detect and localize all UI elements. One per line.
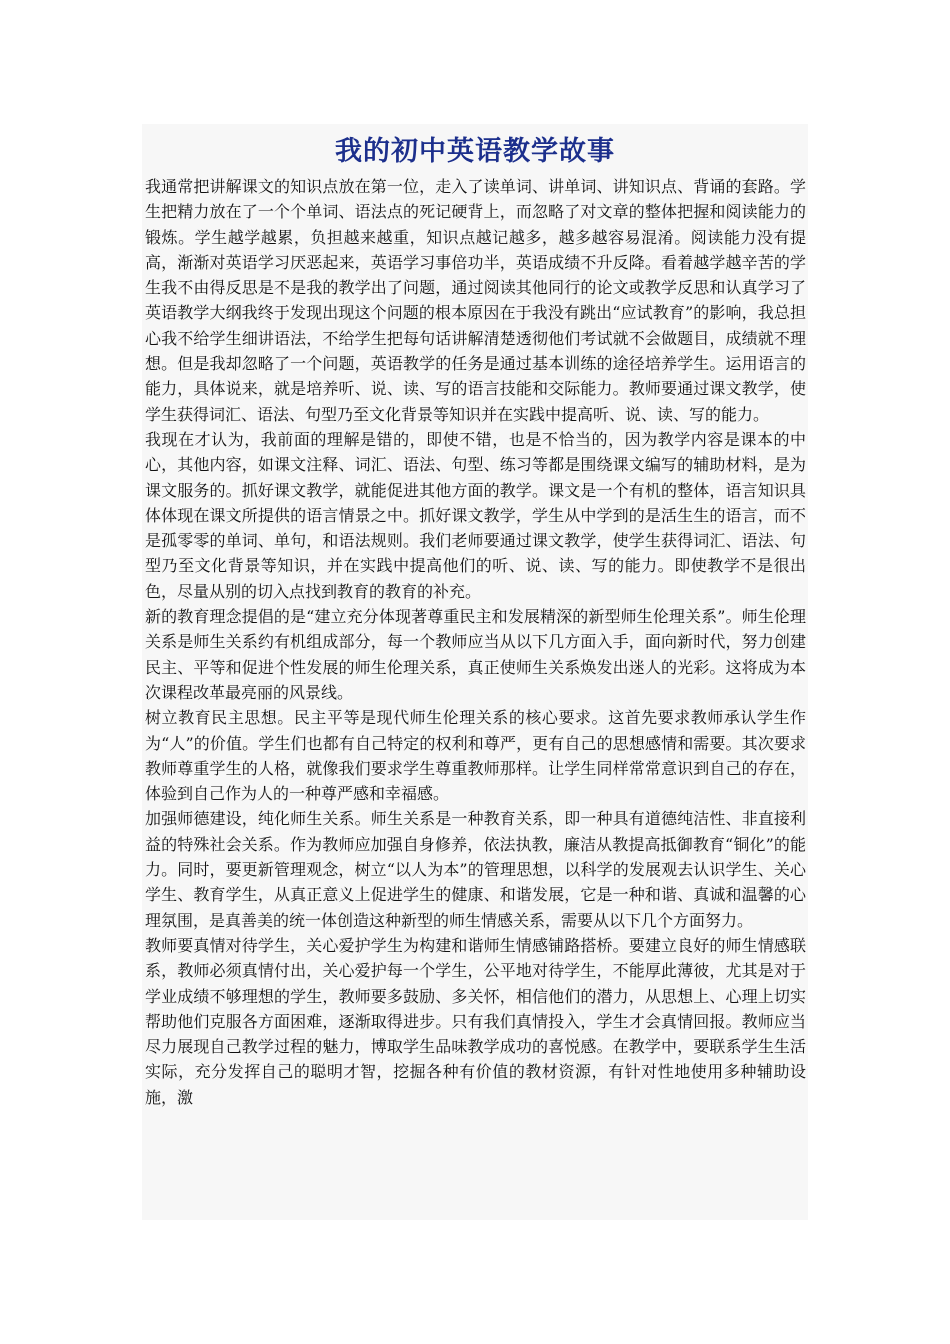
paragraph-5: 加强师德建设，纯化师生关系。师生关系是一种教育关系，即一种具有道德纯洁性、非直接利益的特殊社会关系。作为教师应加强自身修养，依法执教，廉洁从教提高抵御教育“铜化”的能力。同时，要更新管理观念，树立“以人为本”的管理思想，以科学的发展观去认识学生、关心学生、教育学生，从真正意义上促进学生的健康、和谐发展，它是一种和谐、真诚和温馨的心理氛围，是真善美的统一体创造这种新型的师生情感关系，需要从以下几个方面努力。 (145, 809, 806, 930)
document-page (142, 124, 808, 1220)
paragraph-4: 树立教育民主思想。民主平等是现代师生伦理关系的核心要求。这首先要求教师承认学生作为“人”的价值。学生们也都有自己特定的权利和尊严，更有自己的思想感情和需要。其次要求教师尊重学生的人格，就像我们要求学生尊重教师那样。让学生同样常常意识到自己的存在，体验到自己作为人的一种尊严感和幸福感。 (145, 708, 806, 804)
paragraph-3: 新的教育理念提倡的是“建立充分体现著尊重民主和发展精深的新型师生伦理关系”。师生伦理关系是师生关系约有机组成部分，每一个教师应当从以下几方面入手，面向新时代，努力创建民主、平等和促进个性发展的师生伦理关系，真正使师生关系焕发出迷人的光彩。这将成为本次课程改革最亮丽的风景线。 (145, 607, 806, 702)
paragraph-6: 教师要真情对待学生，关心爱护学生为构建和谐师生情感铺路搭桥。要建立良好的师生情感联系，教师必须真情付出，关心爱护每一个学生，公平地对待学生，不能厚此薄彼，尤其是对于学业成绩不够理想的学生，教师要多鼓励、多关怀，相信他们的潜力，从思想上、心理上切实帮助他们克服各方面困难，逐渐取得进步。只有我们真情投入，学生才会真情回报。教师应当尽力展现自己教学过程的魅力，博取学生品味教学成功的喜悦感。在教学中，要联系学生生活实际，充分发挥自己的聪明才智，挖掘各种有价值的教材资源，有针对性地使用多种辅助设施，激 (145, 935, 806, 1107)
document-title: 我的初中英语教学故事 (335, 136, 615, 167)
paragraph-1: 我通常把讲解课文的知识点放在第一位，走入了读单词、讲单词、讲知识点、背诵的套路。学生把精力放在了一个个单词、语法点的死记硬背上，而忽略了对文章的整体把握和阅读能力的锻炼。学生越学越累，负担越来越重，知识点越记越多，越多越容易混淆。阅读能力没有提高，渐渐对英语学习厌恶起来，英语学习事倍功半，英语成绩不升反降。看着越学越辛苦的学生我不由得反思是不是我的教学出了问题，通过阅读其他同行的论文或教学反思和认真学习了英语教学大纲我终于发现出现这个问题的根本原因在于我没有跳出“应试教育”的影响，我总担心我不给学生细讲语法，不给学生把每句话讲解清楚透彻他们考试就不会做题目，成绩就不理想。但是我却忽略了一个问题，英语教学的任务是通过基本训练的途径培养学生。运用语言的能力，具体说来，就是培养听、说、读、写的语言技能和交际能力。教师要通过课文教学，使学生获得词汇、语法、句型乃至文化背景等知识并在实践中提高听、说、读、写的能力。 (145, 177, 806, 424)
paragraph-2: 我现在才认为，我前面的理解是错的，即使不错，也是不恰当的，因为教学内容是课本的中心，其他内容，如课文注释、词汇、语法、句型、练习等都是围绕课文编写的辅助材料，是为课文服务的。抓好课文教学，就能促进其他方面的教学。课文是一个有机的整体，语言知识具体体现在课文所提供的语言情景之中。抓好课文教学，学生从中学到的是活生生的语言，而不是孤零零的单词、单句，和语法规则。我们老师要通过课文教学，使学生获得词汇、语法、句型乃至文化背景等知识，并在实践中提高他们的听、说、读、写的能力。即使教学不是很出色，尽量从别的切入点找到教育的教育的补充。 (145, 429, 806, 601)
